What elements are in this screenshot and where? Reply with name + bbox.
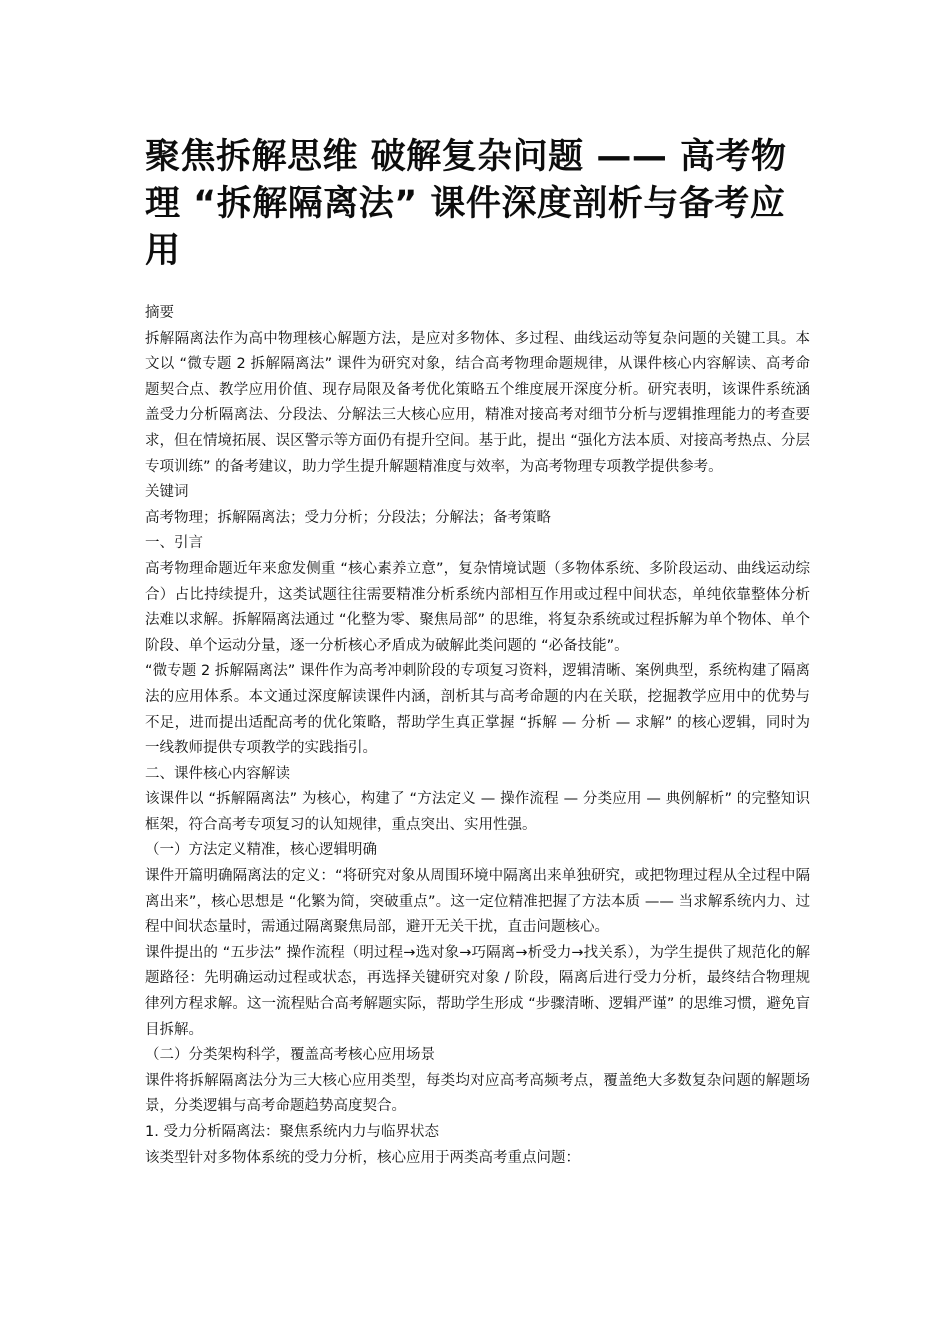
core-content-paragraph: 该课件以 “拆解隔离法” 为核心，构建了 “方法定义 — 操作流程 — 分类应用 — 典例解析” 的完整知识框架，符合高考专项复习的认知规律，重点突出、实用性强。 (145, 791, 810, 833)
subsection-heading-classification: （二）分类架构科学，覆盖高考核心应用场景 (145, 1047, 435, 1064)
introduction-paragraph-2: “微专题 2 拆解隔离法” 课件作为高考冲刺阶段的专项复习资料，逻辑清晰、案例典型，系统构建了隔离法的应用体系。本文通过深度解读课件内涵，剖析其与高考命题的内在关联，挖掘教学应用中的优势与不足，进而提出适配高考的优化策略，帮助学生真正掌握 “拆解 — 分析 — 求解” 的核心逻辑，同时为一线教师提供专项教学的实践指引。 (145, 663, 810, 757)
keywords-text: 高考物理；拆解隔离法；受力分析；分段法；分解法；备考策略 (145, 509, 551, 526)
document-page (145, 134, 810, 1171)
item-heading-force-analysis: 1. 受力分析隔离法：聚焦系统内力与临界状态 (145, 1124, 439, 1140)
classification-paragraph: 课件将拆解隔离法分为三大核心应用类型，每类均对应高考高频考点，覆盖绝大多数复杂问题的解题场景，分类逻辑与高考命题趋势高度契合。 (145, 1072, 810, 1115)
abstract-heading: 摘要 (145, 305, 174, 321)
section-heading-core-content: 二、课件核心内容解读 (145, 765, 290, 782)
subsection-heading-definition: （一）方法定义精准，核心逻辑明确 (145, 842, 377, 859)
force-analysis-paragraph: 该类型针对多物体系统的受力分析，核心应用于两类高考重点问题： (145, 1149, 580, 1166)
keywords-heading: 关键词 (145, 484, 189, 501)
document-title: 聚焦拆解思维 破解复杂问题 —— 高考物理 “拆解隔离法” 课件深度剖析与备考应用 (145, 137, 787, 271)
section-heading-introduction: 一、引言 (145, 535, 203, 552)
definition-paragraph-2: 课件提出的 “五步法” 操作流程（明过程→选对象→巧隔离→析受力→找关系），为学生提供了规范化的解题路径：先明确运动过程或状态，再选择关键研究对象 / 阶段，隔离后进行受力分析，最终结合物理规律列方程求解。这一流程贴合高考解题实际，帮助学生形成 “步骤清晰、逻辑严谨” 的思维习惯，避免盲目拆解。 (145, 944, 810, 1038)
definition-paragraph-1: 课件开篇明确隔离法的定义：“将研究对象从周围环境中隔离出来单独研究，或把物理过程从全过程中隔离出来”，核心思想是 “化繁为简，突破重点”。这一定位精准把握了方法本质 —— 当求解系统内力、过程中间状态量时，需通过隔离聚焦局部，避开无关干扰，直击问题核心。 (145, 868, 810, 936)
introduction-paragraph-1: 高考物理命题近年来愈发侧重 “核心素养立意”，复杂情境试题（多物体系统、多阶段运动、曲线运动综合）占比持续提升，这类试题往往需要精准分析系统内部相互作用或过程中间状态，单纯依靠整体分析法难以求解。拆解隔离法通过 “化整为零、聚焦局部” 的思维，将复杂系统或过程拆解为单个物体、单个阶段、单个运动分量，逐一分析核心矛盾成为破解此类问题的 “必备技能”。 (145, 560, 810, 654)
abstract-text: 拆解隔离法作为高中物理核心解题方法，是应对多物体、多过程、曲线运动等复杂问题的关键工具。本文以 “微专题 2 拆解隔离法” 课件为研究对象，结合高考物理命题规律，从课件核心内容解读、高考命题契合点、教学应用价值、现存局限及备考优化策略五个维度展开深度分析。研究表明，该课件系统涵盖受力分析隔离法、分段法、分解法三大核心应用，精准对接高考对细节分析与逻辑推理能力的考查要求，但在情境拓展、误区警示等方面仍有提升空间。基于此，提出 “强化方法本质、对接高考热点、分层专项训练” 的备考建议，助力学生提升解题精准度与效率，为高考物理专项教学提供参考。 (145, 330, 810, 475)
